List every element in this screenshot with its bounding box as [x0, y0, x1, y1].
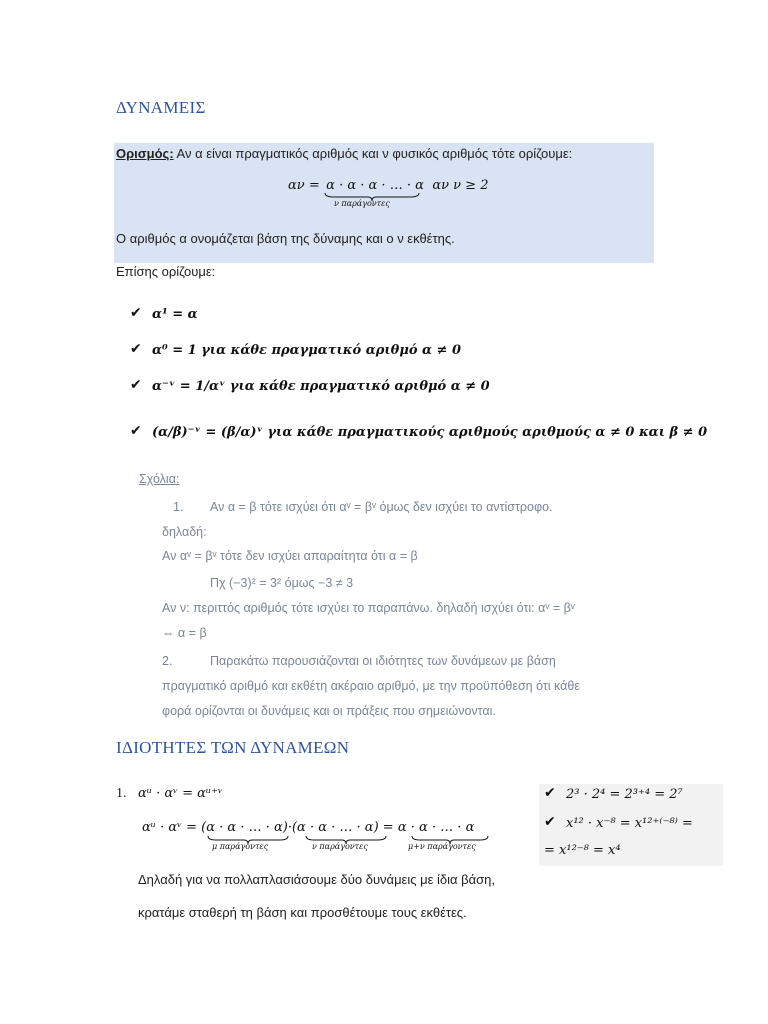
- check-icon: ✔: [130, 377, 142, 393]
- note-2-line2: πραγματικό αριθμό και εκθέτη ακέραιο αριθμό, με την προϋπόθεση ότι κάθε: [162, 679, 580, 693]
- note-2-line3: φορά ορίζονται οι δυνάμεις και οι πράξεις που σημειώνονται.: [162, 704, 496, 718]
- check-icon: ✔: [130, 305, 142, 321]
- rule-4: (α/β)⁻ᵛ = (β/α)ᵛ για κάθε πραγματικούς αριθμούς αριθμούς α ≠ 0 και β ≠ 0: [152, 425, 708, 440]
- check-icon: ✔: [130, 423, 142, 439]
- example-2-continued: = x¹²⁻⁸ = x⁴: [544, 843, 621, 858]
- definition-line: [116, 146, 572, 161]
- property-1-expansion: [142, 820, 474, 835]
- check-icon: ✔: [544, 785, 556, 801]
- property-1-text-1: Δηλαδή για να πολλαπλασιάσουμε δύο δυνάμεις με ίδια βάση,: [138, 872, 496, 887]
- definition-text: Αν α είναι πραγματικός αριθμός και ν φυσικός αριθμός τότε ορίζουμε:: [173, 146, 573, 161]
- example-1: 2³ · 2⁴ = 2³⁺⁴ = 2⁷: [566, 787, 683, 802]
- notes-heading: Σχόλια:: [139, 472, 180, 486]
- also-define: Επίσης ορίζουμε:: [116, 264, 216, 279]
- note-1-line4: ⇔ α = β: [162, 626, 207, 640]
- expansion-group-2: (α · α · … · α): [291, 820, 379, 835]
- note-1-example: Πχ (−3)² = 3² όμως −3 ≠ 3: [210, 576, 354, 590]
- example-2: x¹² · x⁻⁸ = x¹²⁺⁽⁻⁸⁾ =: [566, 816, 693, 831]
- property-1-formula: αᵘ · αᵛ = αᵘ⁺ᵛ: [138, 786, 223, 801]
- definition-label: Ορισμός:: [116, 146, 174, 161]
- underbrace-label: ν παράγοντες: [334, 199, 390, 208]
- label-mu-nu: μ+ν παράγοντες: [408, 842, 476, 851]
- rule-2: α⁰ = 1 για κάθε πραγματικό αριθμό α ≠ 0: [152, 343, 462, 358]
- note-1-line3: Αν ν: περιττός αριθμός τότε ισχύει το παραπάνω. δηλαδή ισχύει ότι: αᵛ = βᵛ: [162, 601, 575, 615]
- base-text: Ο αριθμός α ονομάζεται βάση της δύναμης και ο ν εκθέτης.: [116, 231, 455, 246]
- formula-lhs: αν =: [288, 178, 320, 193]
- note-2-number: 2.: [162, 654, 173, 668]
- check-icon: ✔: [544, 814, 556, 830]
- expansion-equals: =: [382, 820, 394, 835]
- note-2-text: Παρακάτω παρουσιάζονται οι ιδιότητες των δυνάμεων με βάση: [210, 654, 556, 668]
- expansion-group-3: α · α · … · α: [397, 820, 475, 835]
- label-nu: ν παράγοντες: [312, 842, 368, 851]
- note-1-continued: δηλαδή:: [162, 525, 207, 539]
- rule-1: α¹ = α: [152, 307, 198, 322]
- page-title: ΔΥΝΑΜΕΙΣ: [116, 98, 206, 117]
- formula-product: α · α · α · … · α: [326, 178, 424, 193]
- properties-title: ΙΔΙΟΤΗΤΕΣ ΤΩΝ ΔΥΝΑΜΕΩΝ: [116, 738, 350, 757]
- note-1-number: 1.: [173, 500, 184, 514]
- expansion-dot: ·: [287, 820, 292, 835]
- property-1-text-2: κρατάμε σταθερή τη βάση και προσθέτουμε τους εκθέτες.: [138, 905, 467, 920]
- note-1-text: Αν α = β τότε ισχύει ότι αᵛ = βᵛ όμως δεν ισχύει το αντίστροφο.: [210, 500, 553, 514]
- rule-3: α⁻ᵛ = 1/αᵛ για κάθε πραγματικό αριθμό α ≠ 0: [152, 379, 490, 394]
- note-1-line2: Αν αᵛ = βᵛ τότε δεν ισχύει απαραίτητα ότι α = β: [162, 549, 418, 563]
- expansion-group-1: (α · α · … · α): [201, 820, 288, 835]
- check-icon: ✔: [130, 341, 142, 357]
- formula-condition: αν ν ≥ 2: [432, 178, 489, 193]
- label-mu: μ παράγοντες: [212, 842, 269, 851]
- expansion-lhs: αᵘ · αᵛ =: [142, 820, 198, 835]
- property-1-number: 1.: [116, 786, 127, 801]
